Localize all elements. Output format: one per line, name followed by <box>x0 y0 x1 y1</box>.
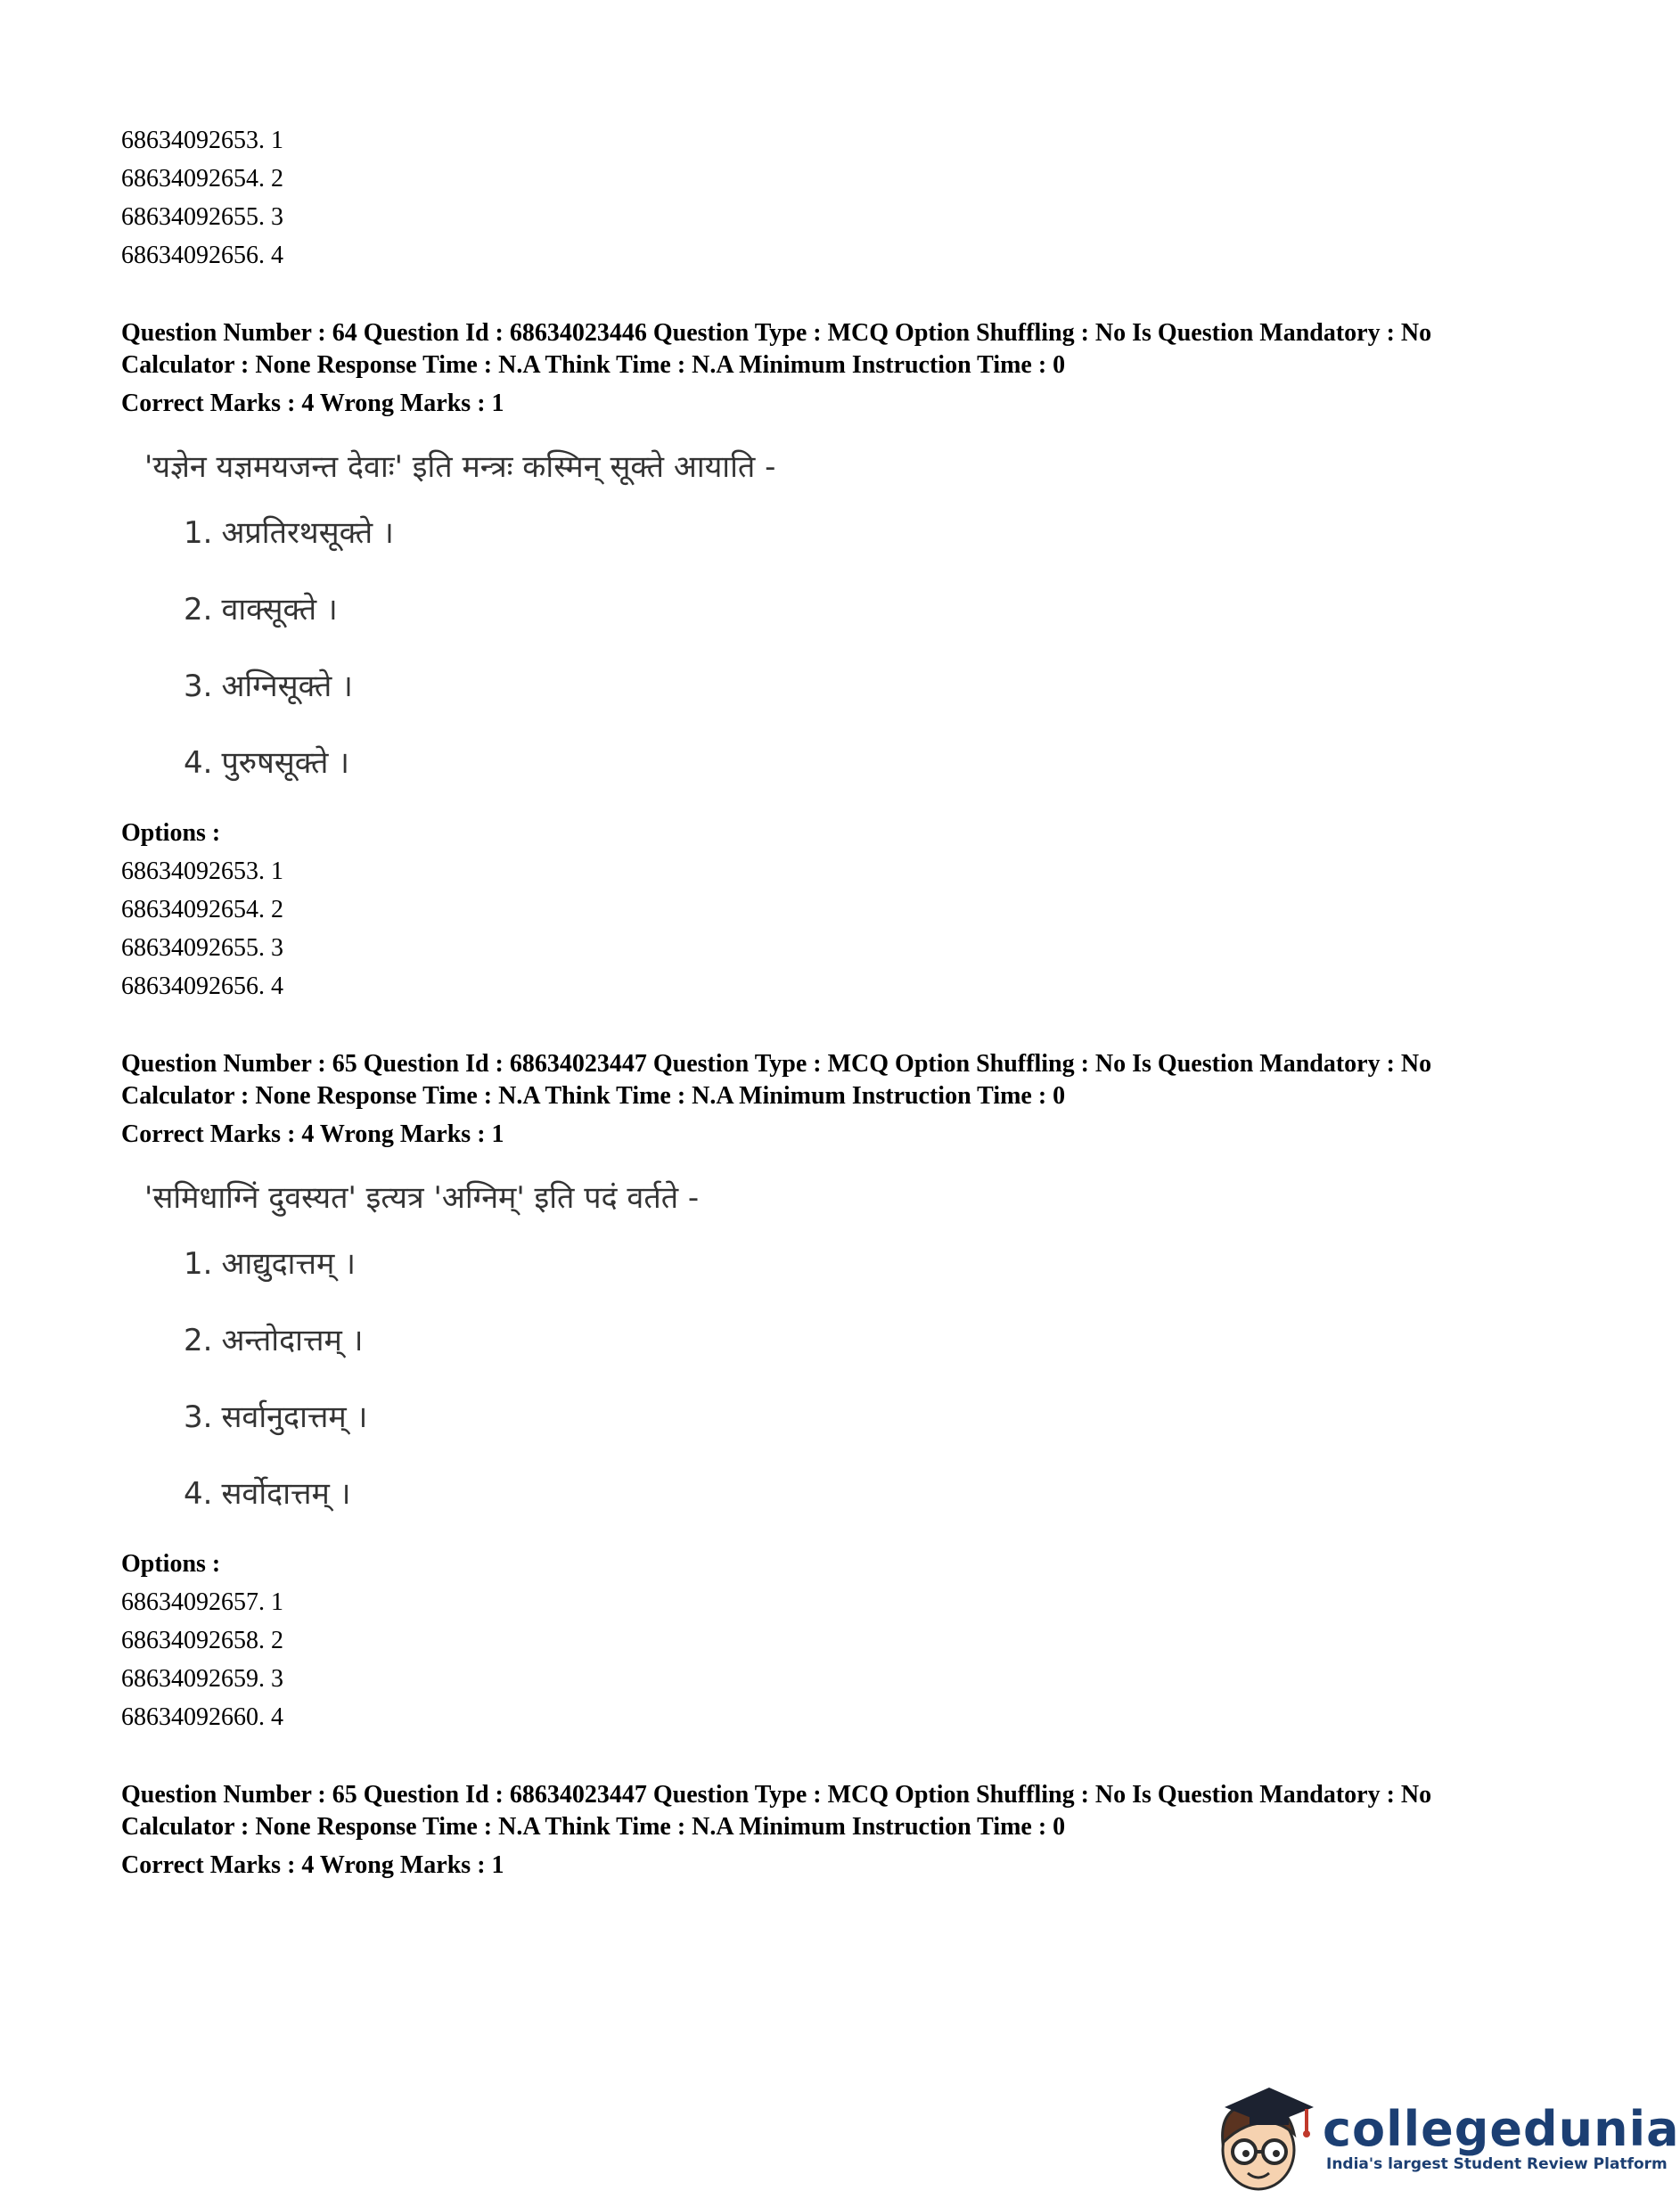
options-label: Options : <box>121 1550 221 1578</box>
choice-text: आद्युदात्तम् । <box>221 1246 356 1282</box>
question-marks: Correct Marks : 4 Wrong Marks : 1 <box>121 1851 504 1879</box>
option-line: 68634092656. 4 <box>121 242 283 269</box>
student-mascot-icon <box>1207 2080 1317 2198</box>
option-line: 68634092655. 3 <box>121 934 283 962</box>
question-text: 'यज्ञेन यज्ञमयजन्त देवाः' इति मन्त्रः कस्मिन् सूक्ते आयाति - <box>144 449 776 485</box>
answer-choice <box>121 1302 1529 1379</box>
options-label: Options : <box>121 819 221 847</box>
spacer <box>121 275 1529 317</box>
spacer <box>121 1736 1529 1779</box>
spacer <box>121 1005 1529 1048</box>
top-options-list <box>121 121 1529 275</box>
document-page <box>121 121 1529 1882</box>
logo-wordmark: collegedunia <box>1323 2101 1680 2157</box>
option-line: 68634092654. 2 <box>121 896 283 923</box>
choice-text: अप्रतिरथसूक्ते । <box>221 515 394 551</box>
choice-number: 4. <box>184 1476 213 1512</box>
question-marks: Correct Marks : 4 Wrong Marks : 1 <box>121 1120 504 1148</box>
choice-number: 3. <box>184 669 213 704</box>
question-image <box>121 1176 1529 1532</box>
logo-text <box>1323 2101 1680 2174</box>
choice-text: सर्वानुदात्तम् । <box>221 1399 368 1435</box>
options-list <box>121 852 1529 1005</box>
answer-choice <box>121 571 1529 648</box>
option-line: 68634092654. 2 <box>121 165 283 193</box>
choice-number: 1. <box>184 515 213 551</box>
choice-number: 4. <box>184 745 213 781</box>
option-line: 68634092653. 1 <box>121 127 283 154</box>
choice-text: अग्निसूक्ते । <box>221 669 353 704</box>
choice-text: पुरुषसूक्ते । <box>221 745 350 781</box>
option-line: 68634092655. 3 <box>121 203 283 231</box>
answer-choice <box>121 725 1529 801</box>
question-block <box>121 1048 1529 1736</box>
options-list <box>121 1583 1529 1736</box>
option-line: 68634092656. 4 <box>121 972 283 1000</box>
question-meta: Question Number : 64 Question Id : 68634023446 Question Type : MCQ Option Shuffling : No Is Question Mandatory : No Calculator : None Response Time : N.A Think Time : N.A Minimum Instruction Time : 0 <box>121 319 1432 379</box>
option-line: 68634092660. 4 <box>121 1703 283 1731</box>
option-line: 68634092657. 1 <box>121 1588 283 1616</box>
question-text: 'समिधाग्निं दुवस्यत' इत्यत्र 'अग्निम्' इति पदं वर्तते - <box>144 1180 700 1216</box>
choice-text: सर्वोदात्तम् । <box>221 1476 351 1512</box>
choice-number: 2. <box>184 1323 213 1358</box>
choice-text: वाक्सूक्ते । <box>221 592 338 628</box>
question-block <box>121 317 1529 1005</box>
question-marks: Correct Marks : 4 Wrong Marks : 1 <box>121 390 504 417</box>
choice-number: 2. <box>184 592 213 628</box>
choice-text: अन्तोदात्तम् । <box>221 1323 364 1358</box>
option-line: 68634092659. 3 <box>121 1665 283 1693</box>
answer-choice <box>121 1379 1529 1456</box>
answer-choice <box>121 495 1529 571</box>
question-meta: Question Number : 65 Question Id : 68634023447 Question Type : MCQ Option Shuffling : No Is Question Mandatory : No Calculator : None Response Time : N.A Think Time : N.A Minimum Instruction Time : 0 <box>121 1781 1432 1841</box>
question-meta: Question Number : 65 Question Id : 68634023447 Question Type : MCQ Option Shuffling : No Is Question Mandatory : No Calculator : None Response Time : N.A Think Time : N.A Minimum Instruction Time : 0 <box>121 1050 1432 1110</box>
option-line: 68634092658. 2 <box>121 1627 283 1654</box>
choice-number: 1. <box>184 1246 213 1282</box>
answer-choice <box>121 648 1529 725</box>
collegedunia-logo <box>1207 2077 1680 2202</box>
answer-choice <box>121 1456 1529 1532</box>
answer-choice <box>121 1226 1529 1302</box>
option-line: 68634092653. 1 <box>121 857 283 885</box>
question-block <box>121 1779 1529 1882</box>
question-image <box>121 445 1529 801</box>
choice-number: 3. <box>184 1399 213 1435</box>
logo-tagline: India's largest Student Review Platform <box>1326 2155 1668 2173</box>
